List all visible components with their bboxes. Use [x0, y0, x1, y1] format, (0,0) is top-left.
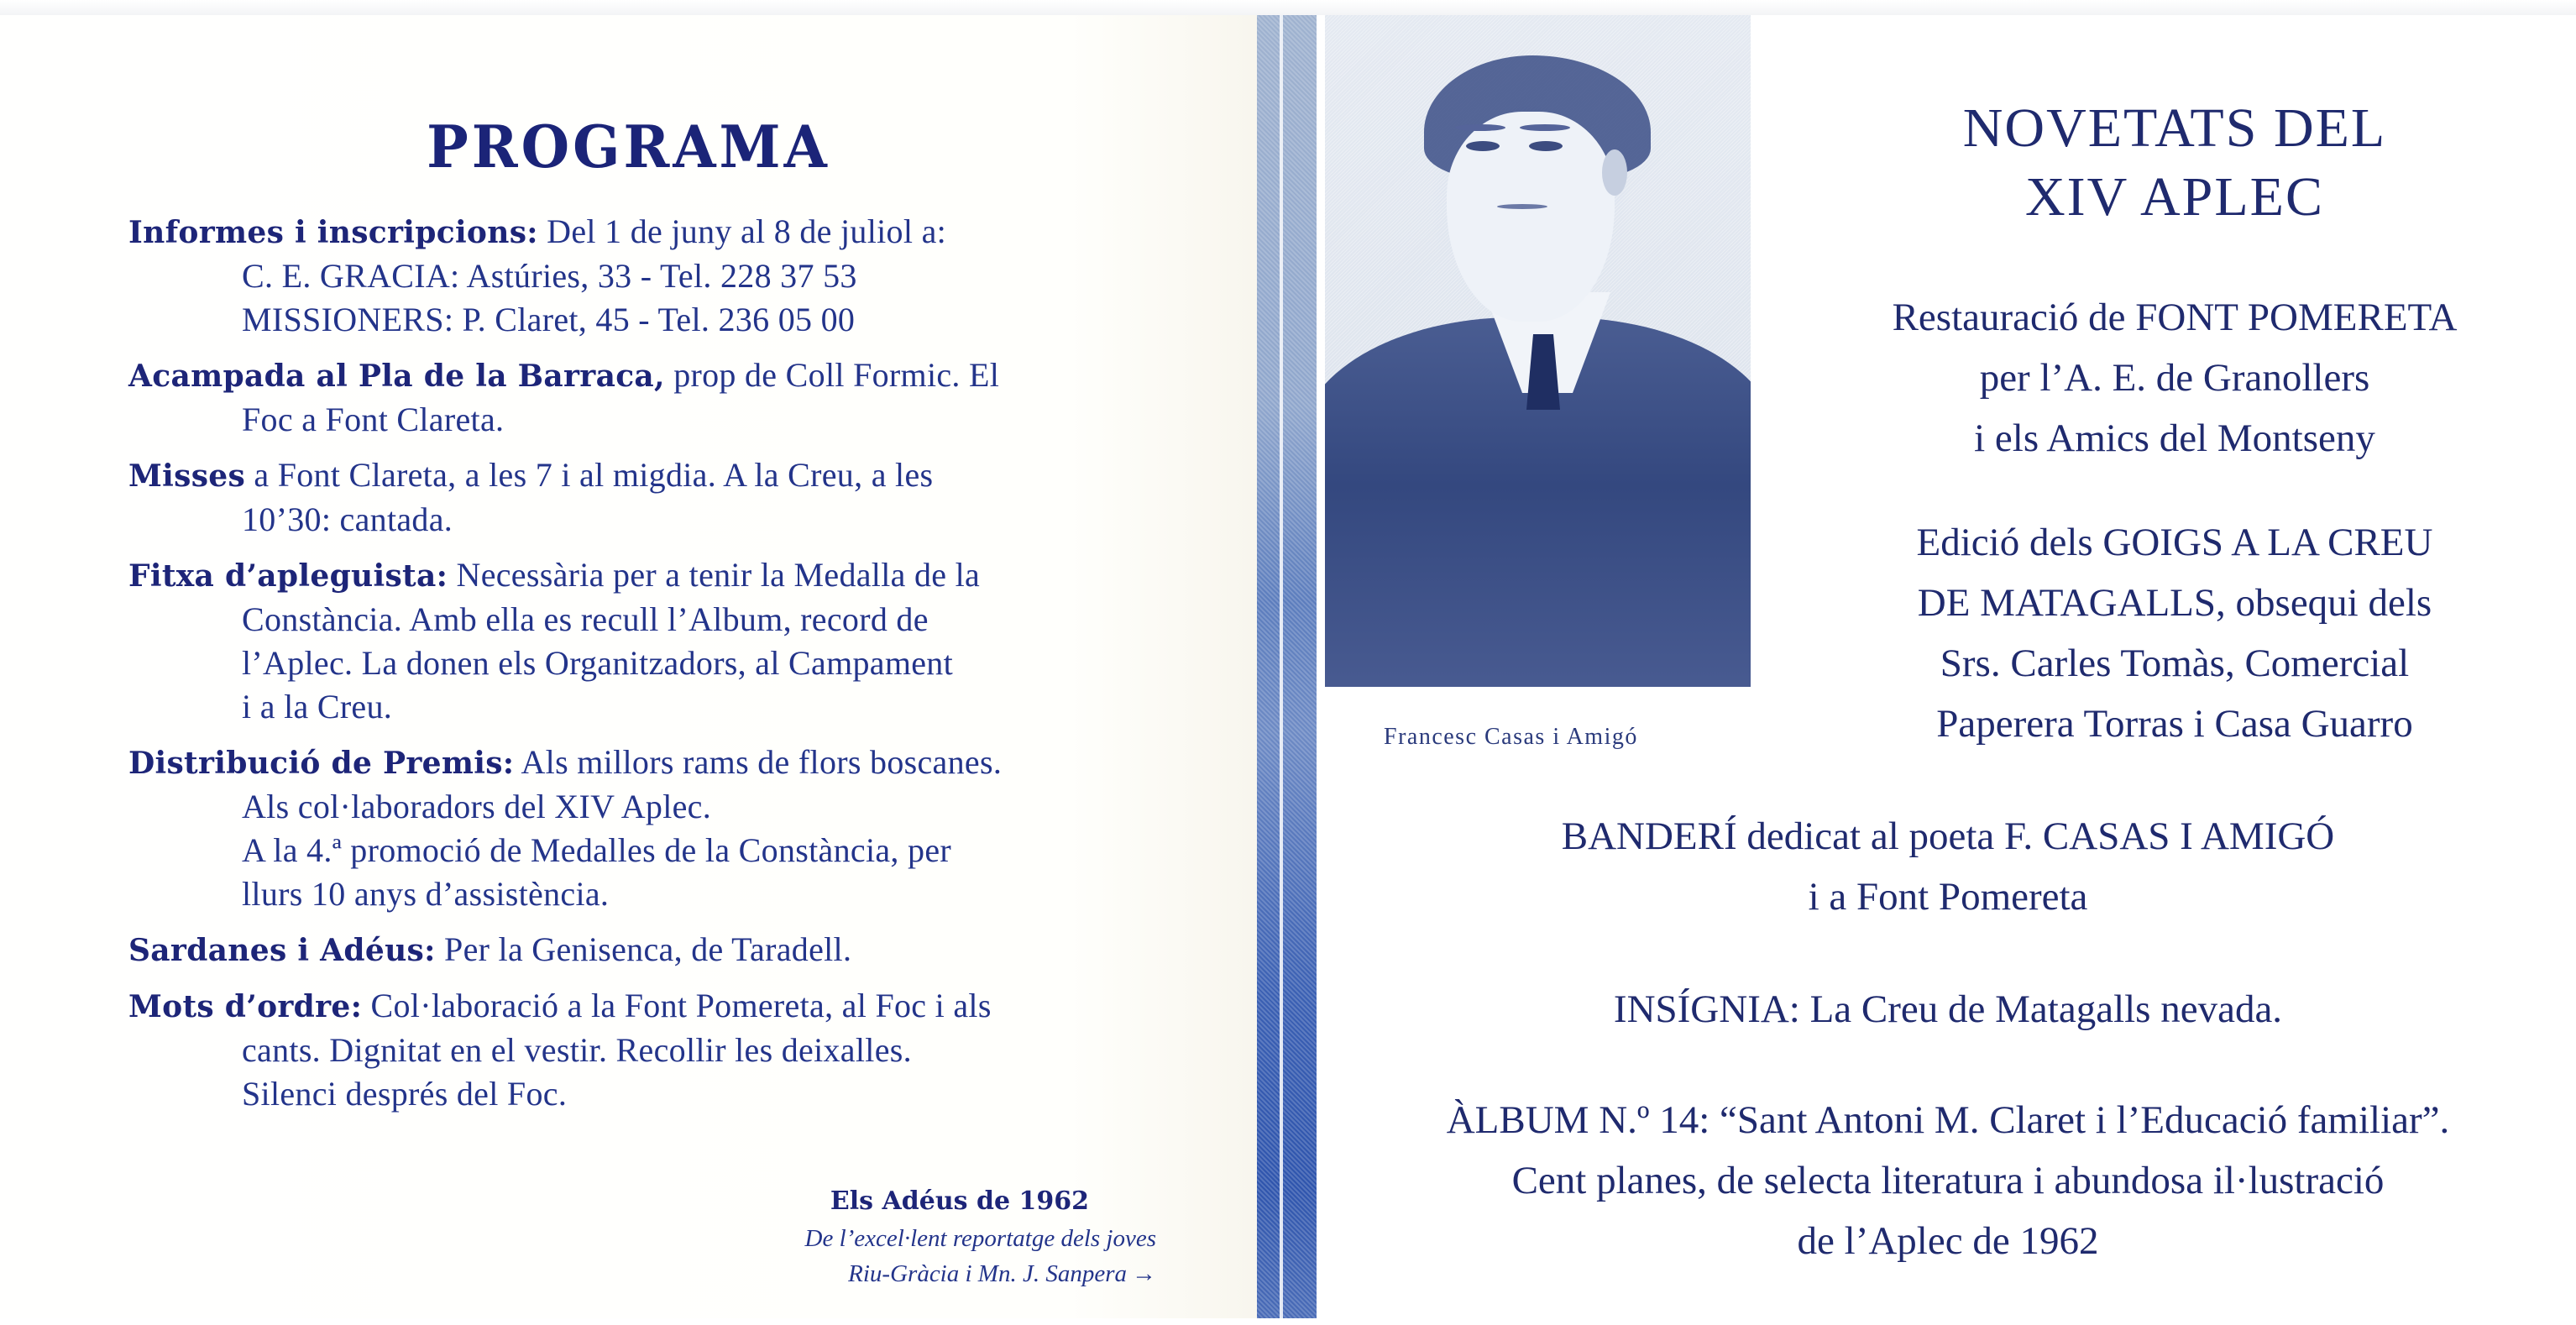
photo-credit: [652, 1186, 1156, 1291]
album-line: de l’Aplec de 1962: [1797, 1219, 2099, 1263]
program-item-text: prop de Coll Formic. El: [664, 356, 1000, 394]
edicio-line: Srs. Carles Tomàs, Comercial: [1940, 642, 2410, 685]
program-item-text: Constància. Amb ella es recull l’Album, record de: [242, 600, 929, 638]
banderi-line: BANDERÍ dedicat al poeta F. CASAS I AMIGÓ: [1561, 814, 2335, 858]
portrait-brow: [1520, 124, 1570, 131]
insignia-block: [1377, 979, 2519, 1040]
program-item-label: Informes i inscripcions:: [128, 215, 538, 250]
program-item-text: l’Aplec. La donen els Organitzadors, al Campament: [242, 644, 954, 682]
program-item-label: Distribució de Premis:: [128, 746, 515, 781]
program-item-text: a Font Clareta, a les 7 i al migdia. A la Creu, a les: [245, 456, 934, 494]
photo-credit-line: De l’excel·lent reportatge dels joves: [804, 1225, 1156, 1252]
edicio-line: Paperera Torras i Casa Guarro: [1936, 702, 2413, 746]
program-item-acampada: [128, 354, 1119, 442]
arrow-right-icon: →: [1132, 1260, 1156, 1287]
program-item-label: Mots d’ordre:: [128, 989, 363, 1024]
program-item-informes: [128, 210, 1119, 342]
restauracio-line: per l’A. E. de Granollers: [1979, 356, 2370, 400]
program-item-label: Sardanes i Adéus:: [128, 933, 436, 968]
program-item-premis: [128, 741, 1119, 916]
program-item-text: llurs 10 anys d’assistència.: [242, 875, 610, 913]
program-item-mots: [128, 984, 1119, 1116]
spine-fold-line: [1280, 15, 1283, 1318]
banderi-line: i a Font Pomereta: [1808, 875, 2088, 919]
novetats-title: [1839, 94, 2511, 232]
restauracio-line: Restauració de FONT POMERETA: [1892, 296, 2458, 339]
restauracio-line: i els Amics del Montseny: [1974, 416, 2375, 460]
program-item-sardanes: [128, 928, 1119, 972]
portrait-mouth: [1497, 204, 1547, 209]
photo-credit-title: Els Adéus de 1962: [830, 1186, 1089, 1216]
program-item-label: Misses: [128, 458, 246, 494]
novetats-title-line: XIV APLEC: [2025, 166, 2324, 228]
program-item-fitxa: [128, 553, 1119, 729]
restauracio-block: [1763, 287, 2576, 469]
portrait-eye: [1466, 141, 1500, 151]
program-item-text: C. E. GRACIA: Astúries, 33 - Tel. 228 37 53: [242, 257, 857, 295]
portrait-brow: [1455, 124, 1505, 131]
left-page: [0, 15, 1257, 1318]
program-item-text: Necessària per a tenir la Medalla de la: [448, 556, 981, 594]
program-item-text: Del 1 de juny al 8 de juliol a:: [537, 212, 947, 250]
program-item-label: Acampada al Pla de la Barraca,: [128, 359, 665, 394]
program-item-text: Col·laboració a la Font Pomereta, al Foc i als: [362, 987, 992, 1024]
program-item-text: Per la Genisenca, de Taradell.: [435, 930, 852, 968]
photo-caption: Francesc Casas i Amigó: [1384, 724, 1638, 750]
program-item-text: MISSIONERS: P. Claret, 45 - Tel. 236 05 00: [242, 301, 856, 338]
program-item-text: i a la Creu.: [242, 688, 393, 725]
novetats-title-line: NOVETATS DEL: [1962, 97, 2387, 159]
portrait-ear: [1602, 149, 1627, 196]
album-block: [1343, 1090, 2552, 1271]
album-line: ÀLBUM N.º 14: “Sant Antoni M. Claret i l’Educació familiar”.: [1446, 1098, 2450, 1142]
portrait-photo: [1325, 15, 1751, 687]
program-item-text: A la 4.ª promoció de Medalles de la Constància, per: [242, 831, 951, 869]
insignia-line: INSÍGNIA: La Creu de Matagalls nevada.: [1613, 987, 2283, 1031]
program-item-label: Fitxa d’apleguista:: [128, 558, 448, 594]
program-item-text: 10’30: cantada.: [242, 500, 453, 538]
portrait-eye: [1529, 141, 1563, 151]
album-line: Cent planes, de selecta literatura i abundosa il·lustració: [1511, 1159, 2385, 1202]
program-list: [128, 210, 1119, 1128]
banderi-block: [1377, 806, 2519, 927]
program-item-text: cants. Dignitat en el vestir. Recollir les deixalles.: [242, 1031, 912, 1069]
scan-top-edge: [0, 0, 2576, 16]
booklet-spine: [1257, 15, 1317, 1318]
photo-credit-line: Riu-Gràcia i Mn. J. Sanpera: [848, 1260, 1127, 1287]
program-item-misses: [128, 453, 1119, 542]
program-item-text: Foc a Font Clareta.: [242, 401, 505, 438]
program-item-text: Silenci després del Foc.: [242, 1075, 568, 1113]
program-item-text: Als millors rams de flors boscanes.: [514, 743, 1003, 781]
edicio-line: Edició dels GOIGS A LA CREU: [1916, 521, 2433, 564]
edicio-line: DE MATAGALLS, obsequi dels: [1917, 581, 2432, 625]
program-item-text: Als col·laboradors del XIV Aplec.: [242, 788, 712, 825]
edicio-block: [1763, 512, 2576, 754]
programa-title: PROGRAMA: [427, 113, 830, 181]
